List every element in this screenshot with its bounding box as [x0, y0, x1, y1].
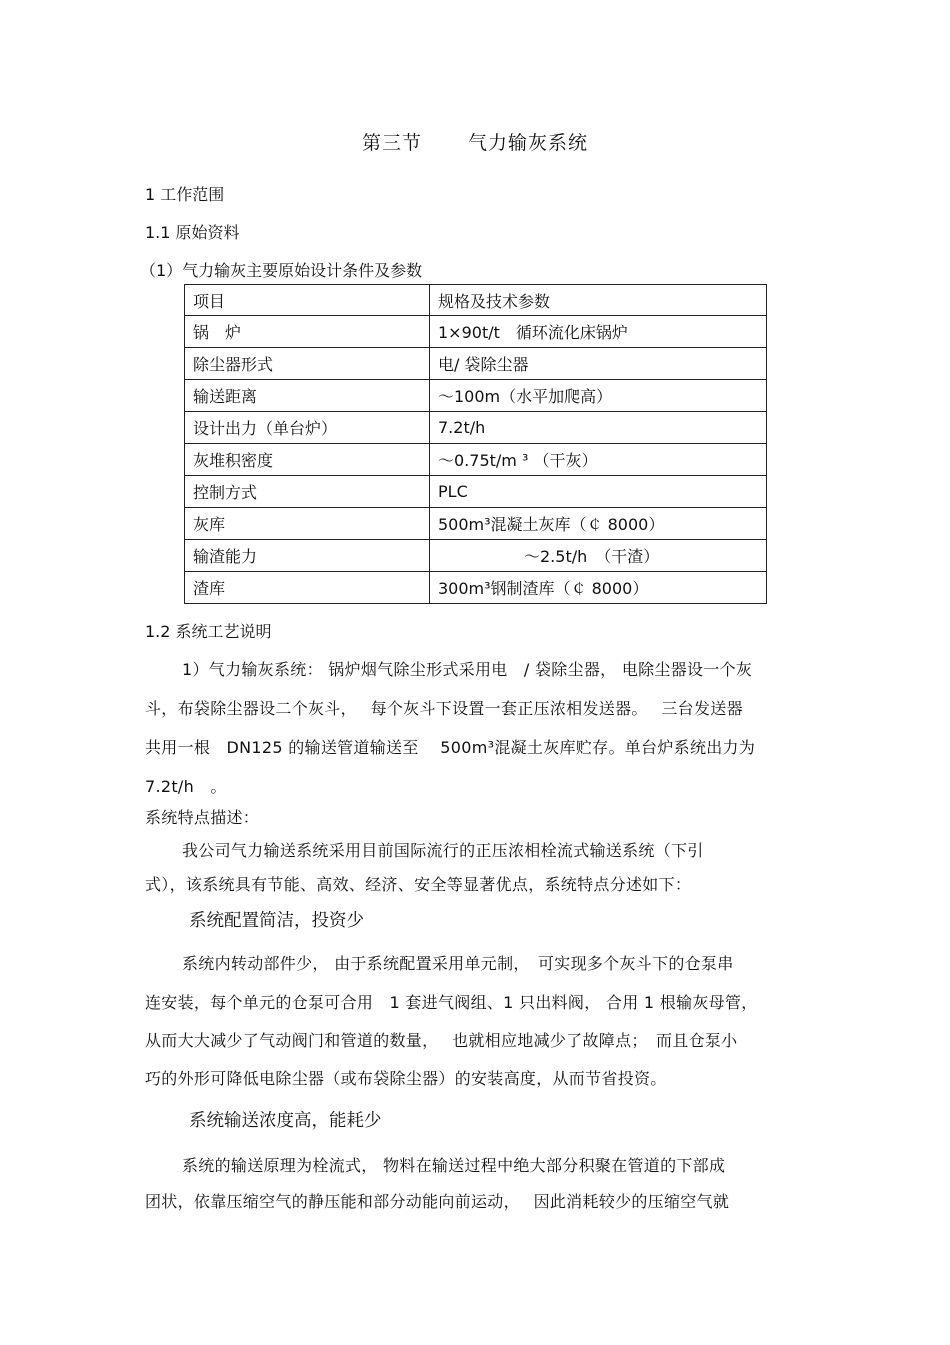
paragraph-line: 我公司气力输送系统采用目前国际流行的正压浓相栓流式输送系统（下引 — [182, 841, 704, 860]
paragraph-line: 斗，布袋除尘器设二个灰斗， 每个灰斗下设置一套正压浓相发送器。 三台发送器 — [145, 699, 743, 718]
table-cell-value: 7.2t/h — [430, 412, 767, 444]
table-cell-value: 300m³钢制渣库（￠ 8000） — [430, 572, 767, 604]
paragraph-line: 式），该系统具有节能、高效、经济、安全等显著优点，系统特点分述如下： — [145, 875, 692, 894]
table-cell-item: 输渣能力 — [185, 540, 430, 572]
table-row — [185, 508, 767, 540]
subheading-high-concentration: 系统输送浓度高，能耗少 — [189, 1111, 382, 1131]
table-cell-item: 除尘器形式 — [185, 348, 430, 380]
title-section-number: 第三节 — [361, 132, 422, 154]
paragraph-line: 连安装，每个单元的仓泵可合用 1 套进气阀组、1 只出料阀， 合用 1 根输灰母管， — [145, 993, 758, 1012]
table-cell-item: 锅 炉 — [185, 316, 430, 348]
paragraph-line: 从而大大减少了气动阀门和管道的数量， 也就相应地减少了故障点； 而且仓泵小 — [145, 1031, 738, 1050]
table-cell-value: ～100m（水平加爬高） — [430, 380, 767, 412]
table-cell-value: 1×90t/t 循环流化床锅炉 — [430, 316, 767, 348]
heading-1-2: 1.2 系统工艺说明 — [145, 622, 272, 641]
table-cell-value: 电/ 袋除尘器 — [430, 348, 767, 380]
table-row — [185, 476, 767, 508]
table-header-cell: 规格及技术参数 — [430, 285, 767, 316]
table-header-row — [185, 285, 767, 316]
paragraph-line: 共用一根 DN125 的输送管道输送至 500m³混凝土灰库贮存。单台炉系统出力为 — [145, 738, 756, 757]
feature-label: 系统特点描述： — [145, 808, 260, 827]
table-caption: （1）气力输灰主要原始设计条件及参数 — [140, 261, 423, 280]
table-row — [185, 412, 767, 444]
table-header-cell: 项目 — [185, 285, 430, 316]
table-row — [185, 380, 767, 412]
table-row — [185, 572, 767, 604]
table-cell-item: 灰库 — [185, 508, 430, 540]
table-row — [185, 348, 767, 380]
table-cell-item: 设计出力（单台炉） — [185, 412, 430, 444]
subheading-simple-config: 系统配置简洁，投资少 — [189, 911, 364, 931]
page-title — [0, 128, 950, 155]
paragraph-line: 巧的外形可降低电除尘器（或布袋除尘器）的安装高度，从而节省投资。 — [145, 1069, 667, 1088]
heading-1: 1 工作范围 — [145, 185, 225, 204]
table-cell-item: 灰堆积密度 — [185, 444, 430, 476]
paragraph-line: 1）气力输灰系统： 锅炉烟气除尘形式采用电 / 袋除尘器， 电除尘器设一个灰 — [182, 660, 753, 679]
paragraph-line: 团状，依靠压缩空气的静压能和部分动能向前运动， 因此消耗较少的压缩空气就 — [145, 1192, 730, 1211]
table-cell-value: ～0.75t/m ³ （干灰） — [430, 444, 767, 476]
heading-1-1: 1.1 原始资料 — [145, 223, 240, 242]
paragraph-line: 7.2t/h 。 — [145, 777, 227, 796]
table-row — [185, 540, 767, 572]
paragraph-line: 系统的输送原理为栓流式， 物料在输送过程中绝大部分积聚在管道的下部成 — [182, 1156, 726, 1175]
table-cell-item: 控制方式 — [185, 476, 430, 508]
title-section-name: 气力输灰系统 — [468, 132, 589, 154]
table-cell-item: 输送距离 — [185, 380, 430, 412]
table-cell-value: 500m³混凝土灰库（￠ 8000） — [430, 508, 767, 540]
table-row — [185, 444, 767, 476]
table-row — [185, 316, 767, 348]
parameter-table — [184, 284, 767, 604]
paragraph-line: 系统内转动部件少， 由于系统配置采用单元制， 可实现多个灰斗下的仓泵串 — [182, 954, 734, 973]
table-cell-item: 渣库 — [185, 572, 430, 604]
table-cell-value: PLC — [430, 476, 767, 508]
table-cell-value: ～2.5t/h （干渣） — [430, 540, 767, 572]
